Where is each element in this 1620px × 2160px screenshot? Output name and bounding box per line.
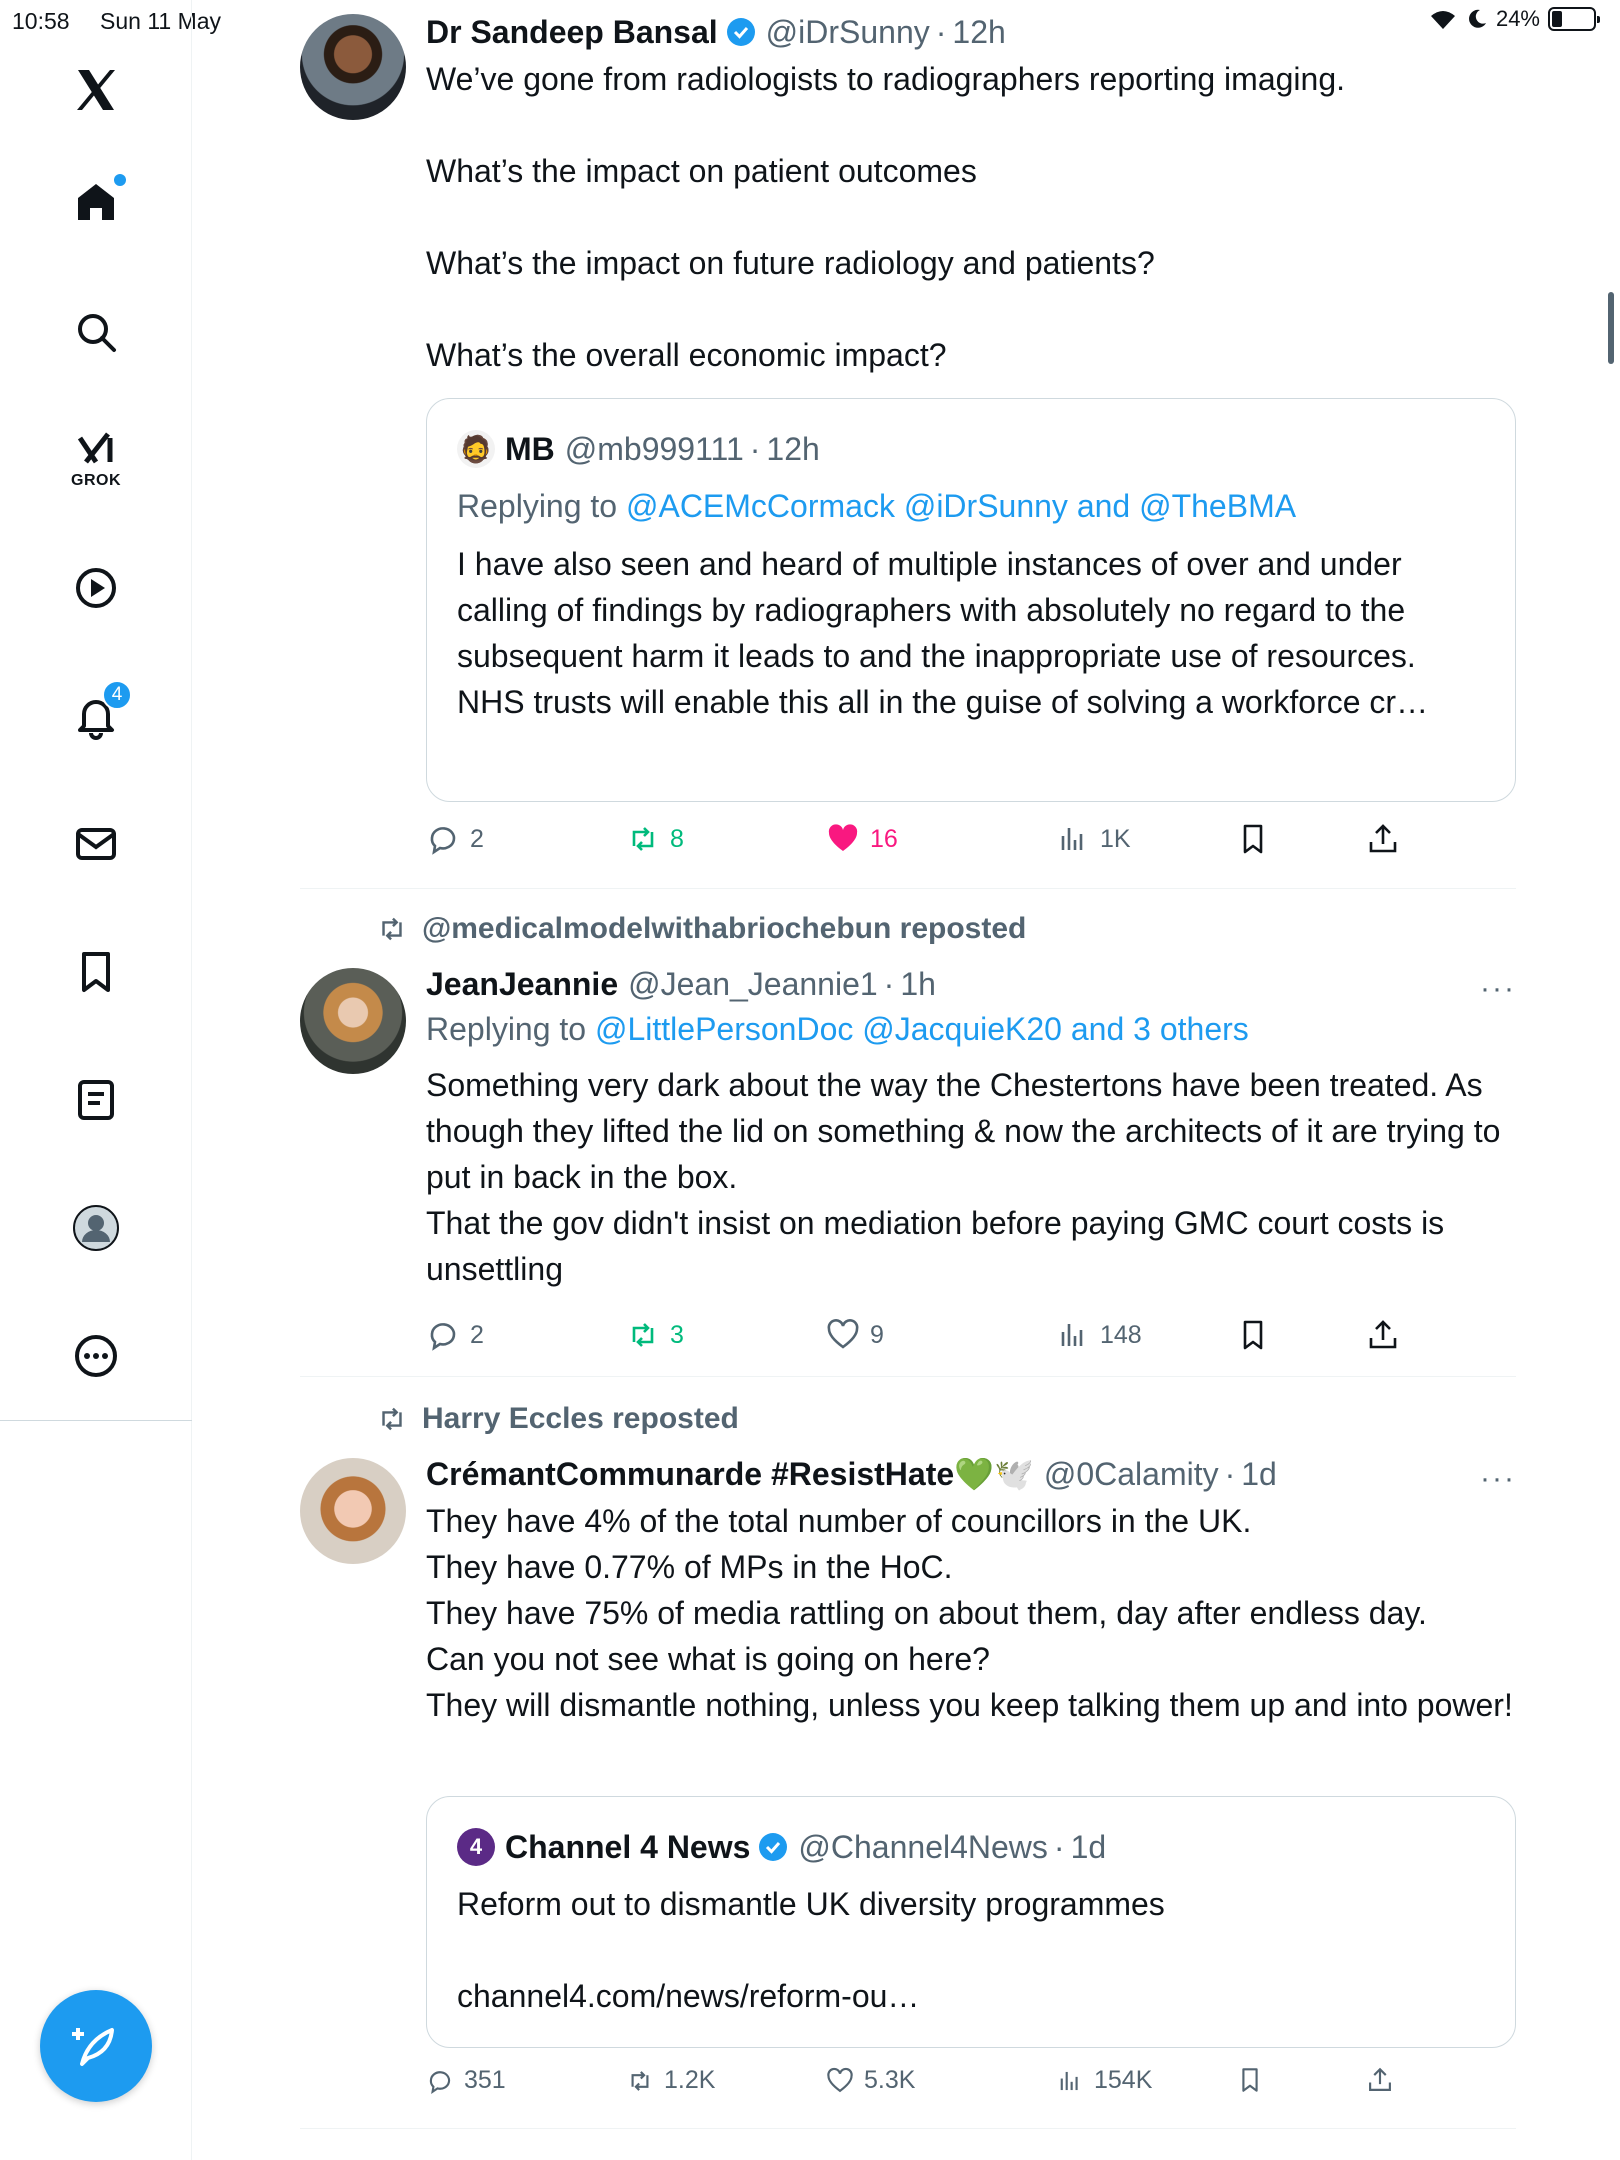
tweet-separator — [300, 1376, 1516, 1377]
bookmark-button[interactable] — [1236, 822, 1270, 856]
share-icon — [1366, 1318, 1400, 1352]
repost-icon — [626, 822, 660, 856]
tweet-time[interactable]: 12h — [952, 13, 1006, 50]
reply-button[interactable] — [426, 1318, 484, 1352]
quote-header: 4 Channel 4 News @Channel4News · 1d — [457, 1825, 1485, 1869]
views-button[interactable] — [1056, 2066, 1152, 2095]
share-icon — [1366, 822, 1400, 856]
tweet-actions — [426, 2066, 1516, 2106]
quote-author-name: MB — [505, 430, 555, 467]
share-button[interactable] — [1366, 822, 1400, 856]
tweet-time[interactable]: 1h — [900, 965, 936, 1002]
author-name[interactable]: Dr Sandeep Bansal — [426, 13, 718, 50]
bookmark-icon — [1236, 822, 1270, 856]
tweet-header: CrémantCommunarde #ResistHate💚🕊️ @0Calamity · 1d — [426, 1455, 1277, 1492]
sidebar-nav — [0, 0, 192, 2160]
bookmark-button[interactable] — [1236, 2066, 1264, 2094]
reposted-by[interactable]: Harry Eccles reposted — [422, 1402, 739, 1435]
search-icon[interactable] — [64, 300, 128, 364]
tweet-text: They have 4% of the total number of councillors in the UK. They have 0.77% of MPs in the HoC. They have 75% of media rattling on about them, day after endless day. Can you not see what is going on here? They will dismantle nothing, unless you keep talking them up and into power! — [426, 1503, 1513, 1723]
share-icon — [1366, 2066, 1394, 2094]
messages-icon[interactable] — [64, 812, 128, 876]
quote-time: 12h — [766, 430, 820, 467]
reply-button[interactable] — [426, 822, 484, 856]
like-button[interactable] — [826, 1318, 884, 1352]
reply-icon — [426, 822, 460, 856]
home-unread-dot — [114, 174, 126, 186]
repost-icon — [626, 2067, 654, 2095]
heart-filled-icon — [826, 822, 860, 856]
tweet-text: We’ve gone from radiologists to radiographers reporting imaging. What’s the impact on patient outcomes What’s the impact on future radiology and patients? What’s the overall economic impact? — [426, 61, 1345, 373]
repost-count: 8 — [670, 824, 684, 853]
more-icon[interactable] — [64, 1324, 128, 1388]
repost-icon — [626, 1318, 660, 1352]
notifications-icon[interactable] — [64, 684, 128, 748]
repost-context — [376, 1402, 739, 1436]
quote-time: 1d — [1070, 1828, 1107, 1865]
tweet-time[interactable]: 1d — [1241, 1455, 1277, 1492]
author-handle[interactable]: @Jean_Jeannie1 — [628, 965, 878, 1002]
sidebar-divider — [0, 1420, 192, 1421]
profile-icon[interactable] — [64, 1196, 128, 1260]
views-icon — [1056, 1318, 1090, 1352]
compose-button[interactable] — [40, 1990, 152, 2102]
reply-icon — [426, 1318, 460, 1352]
tweet-header: Dr Sandeep Bansal @iDrSunny · 12h — [426, 13, 1006, 50]
heart-icon — [826, 1318, 860, 1352]
bookmark-button[interactable] — [1236, 1318, 1270, 1352]
grok-icon[interactable] — [64, 420, 128, 489]
reposted-by[interactable]: @medicalmodelwithabriochebun reposted — [422, 912, 1027, 945]
repost-count: 3 — [670, 1320, 684, 1349]
like-count: 16 — [870, 824, 898, 853]
views-icon — [1056, 822, 1090, 856]
tweet-header: JeanJeannie @Jean_Jeannie1 · 1h — [426, 965, 936, 1002]
status-time: 10:58 — [12, 8, 70, 34]
verified-badge-icon — [758, 1832, 788, 1862]
replying-to: Replying to @LittlePersonDoc @JacquieK20 and 3 others — [426, 1011, 1249, 1047]
view-count: 154K — [1094, 2066, 1153, 2094]
repost-button[interactable] — [626, 1318, 684, 1352]
repost-context — [376, 912, 1026, 946]
home-icon[interactable] — [64, 170, 128, 234]
repost-count: 1.2K — [664, 2066, 716, 2094]
tweet-separator — [300, 888, 1516, 889]
views-button[interactable] — [1056, 1318, 1142, 1352]
quote-author-handle: @Channel4News — [798, 1828, 1048, 1865]
views-button[interactable] — [1056, 822, 1131, 856]
tweet-separator — [300, 2128, 1516, 2129]
replying-to-link[interactable]: @ACEMcCormack @iDrSunny and @TheBMA — [625, 488, 1297, 524]
bookmark-icon — [1236, 2066, 1264, 2094]
like-count: 9 — [870, 1320, 884, 1349]
scrollbar-thumb[interactable] — [1608, 292, 1614, 364]
x-logo-icon[interactable] — [64, 58, 128, 122]
avatar[interactable] — [300, 1458, 406, 1564]
like-button[interactable] — [826, 822, 898, 856]
views-icon — [1056, 2067, 1084, 2095]
avatar[interactable] — [300, 968, 406, 1074]
reply-count: 2 — [470, 1320, 484, 1349]
author-name[interactable]: CrémantCommunarde #ResistHate💚🕊️ — [426, 1456, 1034, 1492]
bookmark-icon — [1236, 1318, 1270, 1352]
quote-text: Reform out to dismantle UK diversity programmes channel4.com/news/reform-ou… — [457, 1886, 1165, 2014]
view-count: 148 — [1100, 1320, 1142, 1349]
view-count: 1K — [1100, 824, 1131, 853]
notifications-badge: 4 — [102, 680, 132, 710]
lists-icon[interactable] — [64, 1068, 128, 1132]
tweet-actions — [426, 1318, 1516, 1358]
more-options-icon[interactable]: ··· — [1480, 1462, 1516, 1495]
author-handle[interactable]: @0Calamity — [1043, 1455, 1219, 1492]
avatar[interactable] — [300, 14, 406, 120]
share-button[interactable] — [1366, 2066, 1394, 2094]
grok-label: GROK — [71, 472, 121, 489]
heart-icon — [826, 2067, 854, 2095]
compose-feather-icon — [68, 2018, 124, 2074]
reply-count: 2 — [470, 824, 484, 853]
quoted-tweet[interactable] — [426, 398, 1516, 802]
channel4-logo-icon: 4 — [457, 1828, 495, 1866]
more-options-icon[interactable]: ··· — [1480, 972, 1516, 1005]
like-count: 5.3K — [864, 2066, 916, 2094]
reply-button[interactable] — [426, 2066, 506, 2095]
quote-header: 🧔 MB @mb999111 · 12h — [457, 427, 1485, 471]
repost-small-icon — [376, 1403, 408, 1435]
reply-icon — [426, 2067, 454, 2095]
author-handle[interactable]: @iDrSunny — [765, 13, 930, 50]
quoted-tweet[interactable] — [426, 1796, 1516, 2048]
author-name[interactable]: JeanJeannie — [426, 965, 619, 1002]
quote-author-handle: @mb999111 — [564, 430, 744, 467]
like-button[interactable] — [826, 2066, 915, 2095]
repost-small-icon — [376, 913, 408, 945]
reply-count: 351 — [464, 2066, 506, 2094]
status-date: Sun 11 May — [100, 8, 222, 34]
quote-author-name: Channel 4 News — [505, 1828, 751, 1865]
bookmarks-icon[interactable] — [64, 940, 128, 1004]
video-icon[interactable] — [64, 556, 128, 620]
share-button[interactable] — [1366, 1318, 1400, 1352]
tweet-text: Something very dark about the way the Chestertons have been treated. As though they lifted the lid on something & now the architects of it are trying to put in back in the box. That the gov didn't insist on mediation before paying GMC court costs is unsettling — [426, 1067, 1501, 1287]
quote-avatar: 🧔 — [457, 430, 495, 468]
quote-replying-to: Replying to @ACEMcCormack @iDrSunny and @TheBMA — [457, 488, 1297, 524]
verified-badge-icon — [726, 17, 756, 47]
replying-to-link[interactable]: @LittlePersonDoc @JacquieK20 and 3 others — [594, 1011, 1249, 1047]
battery-percent: 24% — [1495, 6, 1540, 31]
repost-button[interactable] — [626, 822, 684, 856]
battery-icon — [1548, 7, 1596, 31]
repost-button[interactable] — [626, 2066, 715, 2095]
tweet-actions — [426, 822, 1516, 862]
quote-text: I have also seen and heard of multiple instances of over and under calling of findings by radiographers with absolutely no regard to the subsequent harm it leads to and the inappropriate use of resources. NHS trusts will enable this all in the guise of solving a workforce cr… — [457, 546, 1429, 720]
